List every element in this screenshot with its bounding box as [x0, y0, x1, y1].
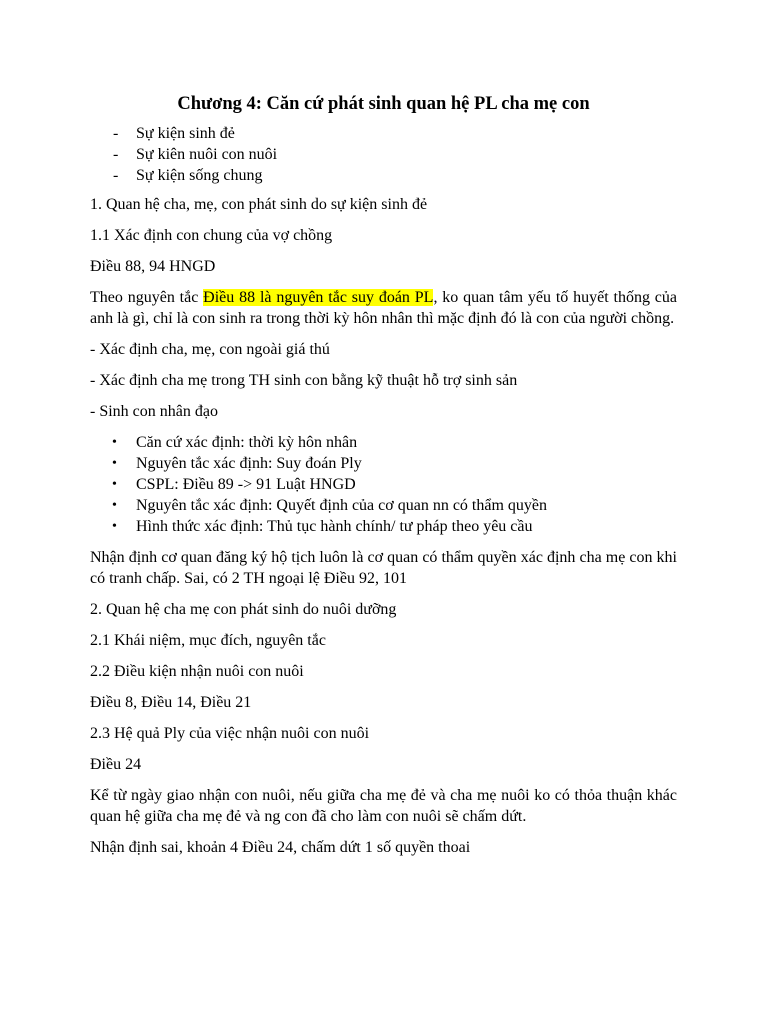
dash-marker: -	[113, 167, 119, 184]
criteria-list	[90, 432, 677, 537]
bullet-marker: •	[112, 519, 117, 534]
list-item	[90, 495, 677, 516]
dash-marker: -	[113, 125, 119, 142]
list-item	[90, 453, 677, 474]
subsection-heading-2-3: 2.3 Hệ quả Ply của việc nhận nuôi con nuôi	[90, 725, 370, 742]
dash-marker: -	[113, 146, 119, 163]
principle-text-before: Theo nguyên tắc	[90, 289, 204, 306]
article-reference: Điều 24	[90, 756, 142, 773]
bullet-marker: •	[112, 498, 117, 513]
section-heading-1: 1. Quan hệ cha, mẹ, con phát sinh do sự kiện sinh đẻ	[90, 196, 428, 213]
subsection-heading-2-2: 2.2 Điều kiện nhận nuôi con nuôi	[90, 663, 304, 680]
principle-text-after: , ko quan tâm yếu tố huyết thống của anh là gì, chỉ là con sinh ra trong thời kỳ hôn nhân thì mặc định đó là con của người chồng.	[90, 289, 677, 327]
item-out-of-wedlock: - Xác định cha, mẹ, con ngoài giá thú	[90, 341, 330, 358]
list-item	[90, 516, 677, 537]
list-item-text: Sự kiện sinh đẻ	[136, 125, 235, 142]
list-item-text: Hình thức xác định: Thủ tục hành chính/ tư pháp theo yêu cầu	[136, 518, 533, 535]
list-item-text: Nguyên tắc xác định: Quyết định của cơ quan nn có thẩm quyền	[136, 497, 548, 514]
bullet-marker: •	[112, 456, 117, 471]
principle-paragraph	[90, 287, 677, 329]
item-assisted-reproduction: - Xác định cha mẹ trong TH sinh con bằng kỹ thuật hỗ trợ sinh sản	[90, 372, 518, 389]
list-item-text: CSPL: Điều 89 -> 91 Luật HNGD	[136, 476, 356, 493]
article-reference: Điều 88, 94 HNGD	[90, 258, 216, 275]
subsection-heading-2-1: 2.1 Khái niệm, mục đích, nguyên tắc	[90, 632, 326, 649]
list-item-text: Sự kiện sống chung	[136, 167, 263, 184]
section-heading-2: 2. Quan hệ cha mẹ con phát sinh do nuôi dưỡng	[90, 601, 397, 618]
subsection-heading-1-1: 1.1 Xác định con chung của vợ chồng	[90, 227, 333, 244]
list-item	[90, 474, 677, 495]
article-reference: Điều 8, Điều 14, Điều 21	[90, 694, 252, 711]
adoption-effect-paragraph: Kể từ ngày giao nhận con nuôi, nếu giữa cha mẹ đẻ và cha mẹ nuôi ko có thỏa thuận khác quan hệ giữa cha mẹ đẻ và ng con đã cho làm con nuôi sẽ chấm dứt.	[90, 787, 677, 825]
event-list	[90, 123, 677, 186]
chapter-title: Chương 4: Căn cứ phát sinh quan hệ PL cha mẹ con	[177, 94, 590, 114]
list-item	[90, 432, 677, 453]
assessment-paragraph: Nhận định cơ quan đăng ký hộ tịch luôn là cơ quan có thẩm quyền xác định cha mẹ con khi có tranh chấp. Sai, có 2 TH ngoại lệ Điều 92, 101	[90, 549, 677, 587]
list-item-text: Nguyên tắc xác định: Suy đoán Ply	[136, 455, 362, 472]
list-item	[90, 123, 677, 144]
document-page	[90, 92, 677, 868]
bullet-marker: •	[112, 435, 117, 450]
list-item	[90, 165, 677, 186]
item-surrogacy: - Sinh con nhân đạo	[90, 403, 218, 420]
bullet-marker: •	[112, 477, 117, 492]
highlighted-text: Điều 88 là nguyên tắc suy đoán PL	[203, 289, 434, 306]
list-item-text: Sự kiên nuôi con nuôi	[136, 146, 278, 163]
list-item	[90, 144, 677, 165]
list-item-text: Căn cứ xác định: thời kỳ hôn nhân	[136, 434, 358, 451]
assessment-paragraph: Nhận định sai, khoản 4 Điều 24, chấm dứt 1 số quyền thoai	[90, 839, 471, 856]
